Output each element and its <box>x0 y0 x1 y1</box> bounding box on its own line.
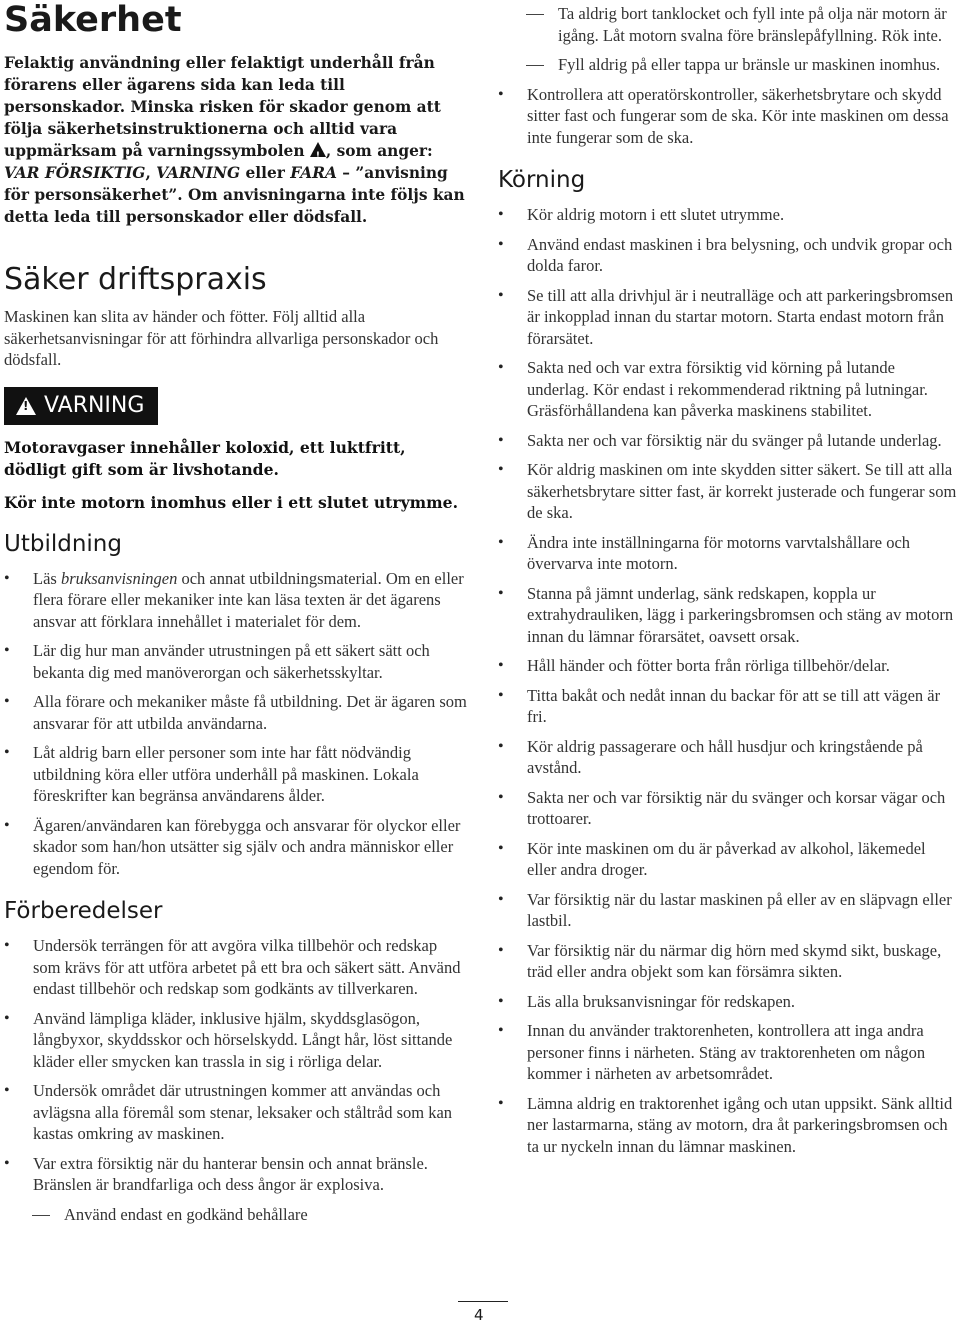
list-item-dash: Ta aldrig bort tanklocket och fyll inte på olja när motorn är igång. Låt motorn svalna före bränslepåfyllning. Rök inte. <box>498 3 958 46</box>
warning-text-1: Motoravgaser innehåller koloxid, ett luktfritt, dödligt gift som är livshotande. <box>4 437 406 479</box>
warning-triangle-icon: ! <box>16 397 36 415</box>
list-item: • Håll händer och fötter borta från rörliga tillbehör/delar. <box>498 655 958 677</box>
safe-practice-text: Maskinen kan slita av händer och fötter. Följ alltid alla säkerhetsanvisningar för att förhindra allvarliga personskador och dödsfall. <box>4 307 439 369</box>
list-item: • Lämna aldrig en traktorenhet igång och utan uppsikt. Sänk alltid ner lastarmarna, stäng av motorn, dra åt parkeringsbromsen och ta ur nyckeln innan du lämnar maskinen. <box>498 1093 958 1158</box>
list-item: • Undersök terrängen för att avgöra vilka tillbehör och redskap som krävs för att utföra arbetet på ett bra och säkert sätt. Använd endast tillbehör och redskap som godkänts av tillverkaren. <box>4 935 468 1000</box>
intro-paragraph: Felaktig användning eller felaktigt underhåll från förarens eller ägarens sida kan leda till personskador. Minska risken för skador genom att följa säkerhetsinstruktionerna och alltid vara uppmärksam på varningssymbolen ! , som anger: VAR FÖRSIKTIG, VARNING eller FARA – ”anvisning för personsäkerhet”. Om anvisningarna inte följs kan detta leda till personskador eller dödsfall. <box>4 54 465 226</box>
right-column <box>498 0 958 1165</box>
warning-triangle-icon: ! <box>310 142 326 157</box>
warning-label-box: ! VARNING <box>4 387 158 425</box>
preparation-list <box>4 935 468 1225</box>
list-item: • Var försiktig när du närmar dig hörn med skymd sikt, buskage, träd eller andra objekt som kan försämra sikten. <box>498 940 958 983</box>
list-item: • Kör inte maskinen om du är påverkad av alkohol, läkemedel eller andra droger. <box>498 838 958 881</box>
page-number: 4 <box>474 1306 484 1324</box>
training-list <box>4 568 468 880</box>
list-item-dash: Fyll aldrig på eller tappa ur bränsle ur maskinen inomhus. <box>498 54 958 76</box>
list-item: • Innan du använder traktorenheten, kontrollera att inga andra personer finns i närheten. Stäng av traktorenheten om någon kommer i närheten av arbetsområdet. <box>498 1020 958 1085</box>
list-item: • Stanna på jämnt underlag, sänk redskapen, koppla ur extrahydrauliken, lägg i parkeringsbromsen och stäng av motorn innan du lämnar förarsätet, oavsett orsak. <box>498 583 958 648</box>
list-item: • Titta bakåt och nedåt innan du backar för att se till att vägen är fri. <box>498 685 958 728</box>
section-heading-safe-practice: Säker driftspraxis <box>4 262 267 297</box>
list-item: • Kör aldrig passagerare och håll husdjur och kringstående på avstånd. <box>498 736 958 779</box>
list-item: • Kör aldrig motorn i ett slutet utrymme. <box>498 204 958 226</box>
list-item: • Kör aldrig maskinen om inte skydden sitter säkert. Se till att alla säkerhetsbrytare sitter fast, är korrekt justerade och fungerar som de ska. <box>498 459 958 524</box>
operation-list <box>498 204 958 1157</box>
list-item: • Sakta ned och var extra försiktig vid körning på lutande underlag. Kör endast i rekommenderad riktning på lutningar. Gräsförhållandena kan påverka maskinens stabilitet. <box>498 357 958 422</box>
list-item: • Ändra inte inställningarna för motorns varvtalshållare och övervarva inte motorn. <box>498 532 958 575</box>
list-item: • Ägaren/användaren kan förebygga och ansvarar för olyckor eller skador som han/hon utsätter sig själv och andra människor eller egendom för. <box>4 815 468 880</box>
list-item: • Låt aldrig barn eller personer som inte har fått nödvändig utbildning köra eller utföra underhåll på maskinen. Lokala föreskrifter kan begränsa användarens ålder. <box>4 742 468 807</box>
list-item: • Sakta ner och var försiktig när du svänger och korsar vägar och trottoarer. <box>498 787 958 830</box>
list-item: • Lär dig hur man använder utrustningen på ett säkert sätt och bekanta dig med manöverorgan och säkerhetsskyltar. <box>4 640 468 683</box>
list-item: • Se till att alla drivhjul är i neutralläge och att parkeringsbromsen är inkopplad innan du startar motorn. Starta endast motorn från förarsätet. <box>498 285 958 350</box>
list-item: • Alla förare och mekaniker måste få utbildning. Det är ägaren som ansvarar för att utbilda användarna. <box>4 691 468 734</box>
section-heading-training: Utbildning <box>4 530 122 557</box>
section-heading-preparation: Förberedelser <box>4 898 163 924</box>
section-heading-operation: Körning <box>498 167 586 193</box>
list-item: • Sakta ner och var försiktig när du svänger på lutande underlag. <box>498 430 958 452</box>
list-item: • Läs alla bruksanvisningar för redskapen. <box>498 991 958 1013</box>
list-item: • Kontrollera att operatörskontroller, säkerhetsbrytare och skydd sitter fast och fungerar som de ska. Kör inte maskinen om dessa inte fungerar som de ska. <box>498 84 958 149</box>
left-column <box>4 0 468 1233</box>
list-item: • Läs bruksanvisningen och annat utbildningsmaterial. Om en eller flera förare eller mekaniker inte kan läsa texten är det ägarens ansvar att förklara innehållet i materialet för dem. <box>4 568 468 633</box>
list-item: • Använd lämpliga kläder, inklusive hjälm, skyddsglasögon, långbyxor, skyddsskor och hörselskydd. Långt hår, löst sittande kläder eller smycken kan trassla in sig i rörliga delar. <box>4 1008 468 1073</box>
list-item: • Använd endast maskinen i bra belysning, och undvik gropar och dolda faror. <box>498 234 958 277</box>
fuel-dash-list <box>498 3 958 148</box>
page-title: Säkerhet <box>4 0 182 40</box>
list-item: • Var extra försiktig när du hanterar bensin och annat bränsle. Bränslen är brandfarliga och dess ångor är explosiva. <box>4 1153 468 1196</box>
warning-block <box>4 387 468 514</box>
list-item: • Var försiktig när du lastar maskinen på eller av en släpvagn eller lastbil. <box>498 889 958 932</box>
footer-rule <box>458 1301 508 1302</box>
warning-text-2: Kör inte motorn inomhus eller i ett slutet utrymme. <box>4 492 459 512</box>
list-item-dash: Använd endast en godkänd behållare <box>4 1204 468 1226</box>
list-item: • Undersök området där utrustningen kommer att användas och avlägsna alla föremål som stenar, leksaker och ståltråd som kan kastas omkring av maskinen. <box>4 1080 468 1145</box>
